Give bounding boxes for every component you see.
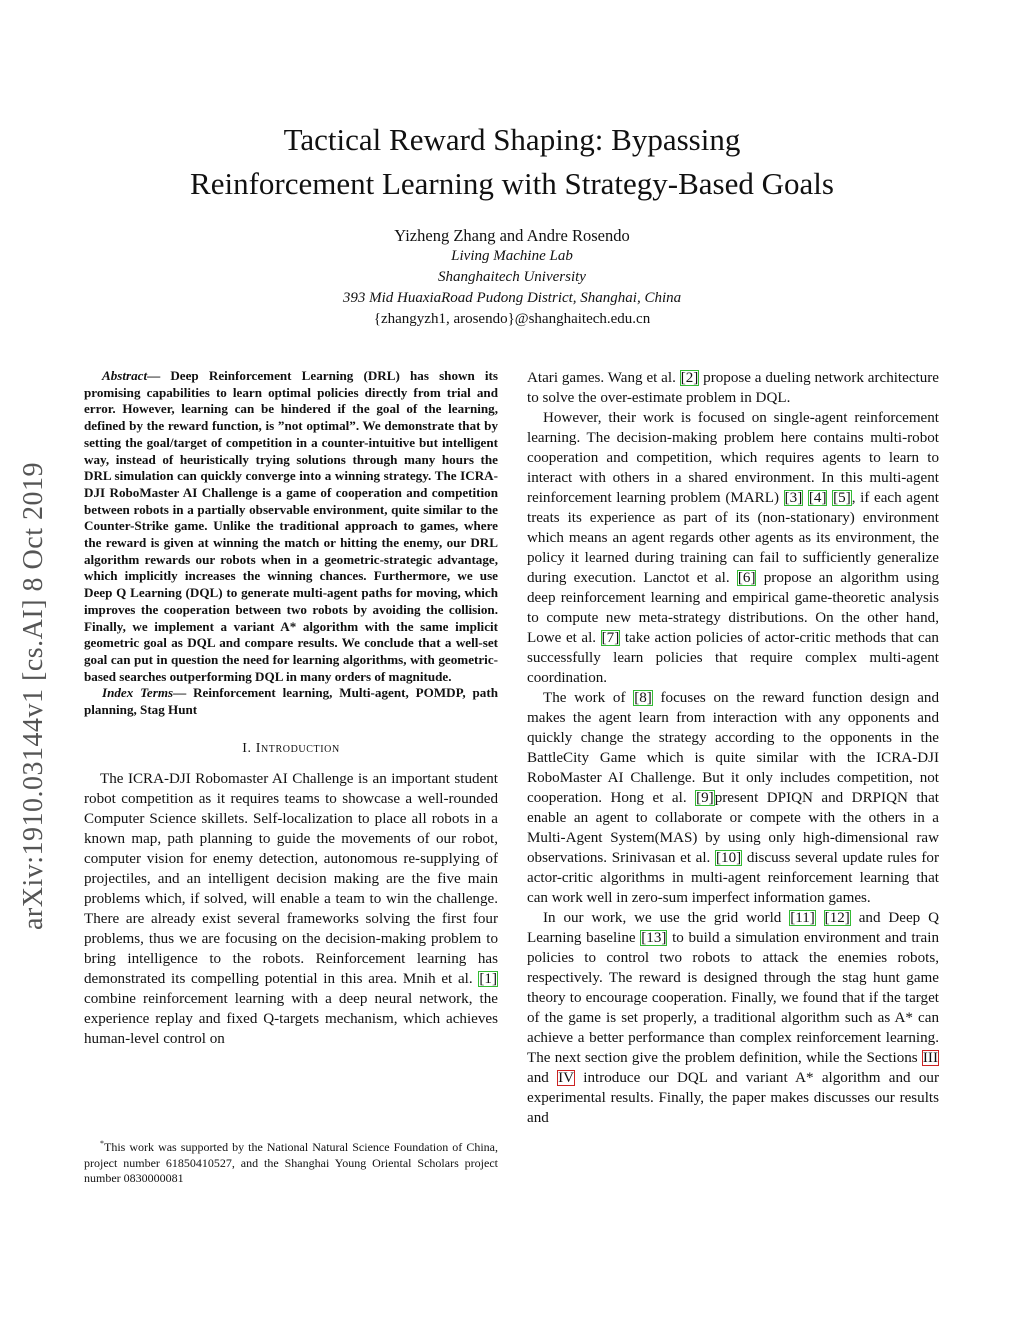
paragraph-text: , if each agent treats its experience as part of its (non-stationary) environment which means an agent regards other agents as its environment, the policy it learned during training can fail to sufficiently generalize during execution. Lanctot et al. xyxy=(527,490,939,586)
paragraph-text: The work of xyxy=(543,690,634,706)
citation-link[interactable]: [12] xyxy=(824,910,850,926)
citation-link[interactable]: [8] xyxy=(634,690,652,706)
footnote-mark: * xyxy=(100,1139,104,1148)
paragraph-text: introduce our DQL and variant A* algorithm and our experimental results. Finally, the paper makes discusses our results and xyxy=(527,1070,939,1126)
citation-link[interactable]: [4] xyxy=(808,490,827,506)
right-column xyxy=(527,368,939,1128)
right-paragraph-2 xyxy=(527,408,939,688)
author-names: Yizheng Zhang and Andre Rosendo xyxy=(394,226,630,245)
citation-link[interactable]: [1] xyxy=(479,970,497,987)
title-line-2: Reinforcement Learning with Strategy-Based Goals xyxy=(190,166,834,201)
citation-link[interactable]: [13] xyxy=(641,930,667,946)
section-ref-link[interactable]: IV xyxy=(558,1070,575,1086)
author-email: {zhangyzh1, arosendo}@shanghaitech.edu.cn xyxy=(373,311,651,327)
abstract-label: Abstract xyxy=(102,368,148,383)
paragraph-text: focuses on the reward function design and makes the agent learn from interaction with any opponents and quickly change the strategy according to the opponents in the BattleCity Game which is quite similar with the ICRA-DJI RoboMaster AI Challenge. But it only includes competition, not cooperation. Hong et al. xyxy=(527,690,939,806)
footnote-block xyxy=(84,1140,498,1187)
citation-link[interactable]: [3] xyxy=(784,490,803,506)
citation-link[interactable]: [5] xyxy=(833,490,851,506)
abstract xyxy=(84,368,498,685)
paragraph-text: present DPIQN and DRPIQN that enable an agent to collaborate or compete with the others in a Multi-Agent System(MAS) by using only high-dimensional raw observations. Srinivasan et al. xyxy=(527,790,939,866)
section-ref-link[interactable]: III xyxy=(922,1050,938,1066)
affiliation-university: Shanghaitech University xyxy=(438,269,586,285)
abstract-text: — Deep Reinforcement Learning (DRL) has shown its promising capabilities to learn optimal policies directly from trial and error. However, learning can be hindered if the goal of the learning, defined by the reward function, is ”not optimal”. We demonstrate that by setting the goal/target of competition in a counter-intuitive but intelligent way, instead of heuristically trying solutions through many hours the DRL simulation can quickly converge into a winning strategy. The ICRA-DJI RoboMaster AI Challenge is a game of cooperation and competition between robots in a partially observable environment, quite similar to the Counter-Strike game. Unlike the traditional approach to games, where the reward is given at winning the match or hitting the enemy, our DRL algorithm rewards our robots when in a geometric-strategic advantage, which implicitly increases the winning chances. Furthermore, we use Deep Q Learning (DQL) to generate multi-agent paths for moving, which improves the cooperation between two robots by avoiding the collision. Finally, we implement a variant A* algorithm with the same implicit geometric goal as DQL and compare results. We conclude that a well-set goal can put in question the need for learning algorithms, with geometric-based searches outperforming DQL in many orders of magnitude. xyxy=(84,368,498,684)
paper-title xyxy=(0,118,1024,206)
citation-link[interactable]: [6] xyxy=(737,570,756,586)
index-terms xyxy=(84,685,498,718)
affiliation-lab: Living Machine Lab xyxy=(451,248,573,264)
citation-link[interactable]: [7] xyxy=(601,630,620,646)
paragraph-text: combine reinforcement learning with a deep neural network, the experience replay and fixed Q-targets mechanism, which achieves human-level control on xyxy=(84,990,498,1047)
paragraph-text: and Deep Q Learning baseline xyxy=(527,910,939,946)
title-line-1: Tactical Reward Shaping: Bypassing xyxy=(283,122,741,157)
paragraph-text: However, their work is focused on single-agent reinforcement learning. The decision-making problem here contains multi-robot cooperation and competition, which requires agents to learn to interact with others in a shared environment. In this multi-agent reinforcement learning problem (MARL) xyxy=(527,410,939,506)
paragraph-text: propose an algorithm using deep reinforcement learning and empirical game-theoretic analysis to compute new meta-strategy distributions. On the other hand, Lowe et al. xyxy=(527,570,939,646)
intro-paragraph-1 xyxy=(84,769,498,1049)
citation-link[interactable]: [11] xyxy=(790,910,815,926)
paragraph-text: to build a simulation environment and train policies to control two robots to attack the enemies robots, respectively. The reward is designed through the stag hunt game theory to encourage cooperation. Finally, we found that if the target of the game is set properly, a traditional algorithm such as A* can achieve a better performance than complex reinforcement learning. The next section give the problem definition, while the Sections xyxy=(527,930,939,1066)
paragraph-text: discuss several update rules for actor-critic algorithms in multi-agent reinforcement learning that can work well in zero-sum imperfect information games. xyxy=(527,850,939,906)
section-number: I. xyxy=(242,740,256,756)
index-terms-label: Index Terms xyxy=(102,685,174,701)
footnote xyxy=(84,1140,498,1187)
paragraph-text: propose a dueling network architecture to solve the over-estimate problem in DQL. xyxy=(527,370,939,406)
citation-link[interactable]: [9] xyxy=(696,790,714,806)
right-paragraph-1 xyxy=(527,368,939,408)
footnote-text: This work was supported by the National Natural Science Foundation of China, project number 61850410527, and the Shanghai Young Oriental Scholars project number 0830000081 xyxy=(84,1140,498,1185)
section-title: Introduction xyxy=(255,740,340,756)
arxiv-stamp: arXiv:1910.03144v1 [cs.AI] 8 Oct 2019 xyxy=(18,462,49,930)
section-heading-introduction xyxy=(84,741,498,757)
affiliation-address: 393 Mid HuaxiaRoad Pudong District, Shanghai, China xyxy=(342,290,682,306)
author-block xyxy=(0,226,1024,330)
paragraph-text: take action policies of actor-critic methods that can successfully learn policies that require complex multi-agent coordination. xyxy=(527,630,939,686)
left-column xyxy=(84,368,498,1049)
citation-link[interactable]: [10] xyxy=(716,850,742,866)
paragraph-text: In our work, we use the grid world xyxy=(543,910,790,926)
paragraph-text: Atari games. Wang et al. xyxy=(527,370,680,386)
paragraph-text: and xyxy=(527,1070,558,1086)
citation-link[interactable]: [2] xyxy=(680,370,699,386)
index-terms-text: — Reinforcement learning, Multi-agent, POMDP, path planning, Stag Hunt xyxy=(84,685,498,718)
paragraph-text: The ICRA-DJI Robomaster AI Challenge is an important student robot competition as it requires teams to showcase a well-rounded Computer Science skillets. Self-localization to place all robots in a known map, path planning to guide the movements of our robot, computer vision for enemy detection, autonomous re-supplying of projectiles, and an intelligent decision making are the five main problems which, if solved, will enable a team to win the challenge. There are already exist several frameworks solving the first four problems, thus we are focusing on the decision-making problem to bring intelligence to the robots. Reinforcement learning has demonstrated its compelling potential in this area. Mnih et al. xyxy=(84,770,498,987)
right-paragraph-3 xyxy=(527,688,939,908)
right-paragraph-4 xyxy=(527,908,939,1128)
